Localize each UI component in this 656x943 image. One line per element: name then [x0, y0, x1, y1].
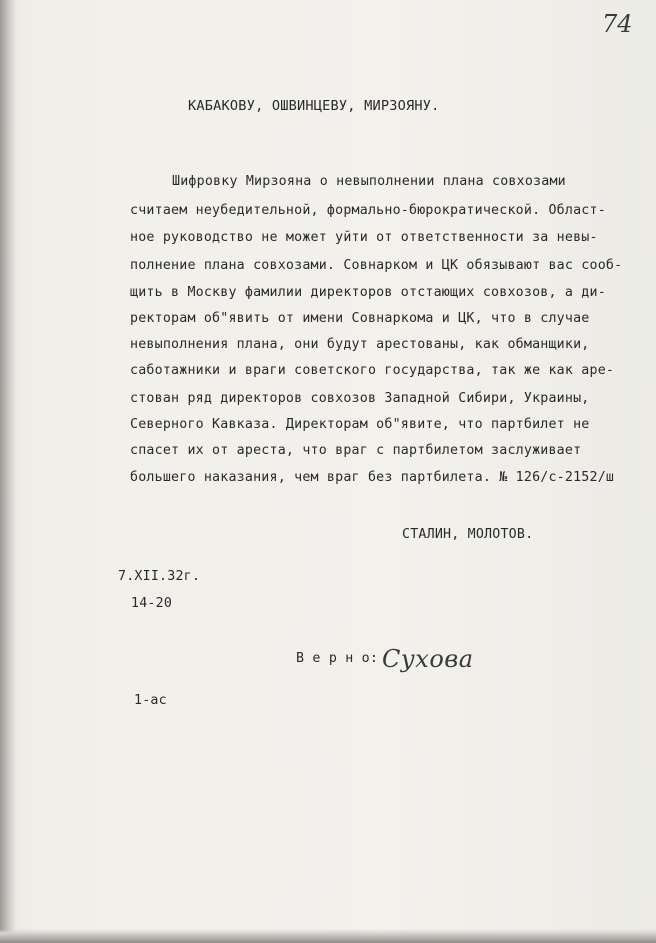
body-line: щить в Москву фамилии директоров отстающих совхозов, а ди- — [130, 285, 606, 300]
addressees-heading: КАБАКОВУ, ОШВИНЦЕВУ, МИРЗОЯНУ. — [188, 98, 440, 114]
body-line: ректорам об"явить от имени Совнаркома и ЦК, что в случае — [130, 311, 590, 326]
verified-label: В е р н о: — [296, 651, 379, 666]
body-line: считаем неубедительной, формально-бюрократической. Област- — [130, 203, 606, 218]
page-number: 74 — [602, 10, 633, 38]
body-line: Северного Кавказа. Директорам об"явите, что партбилет не — [130, 417, 590, 432]
copy-mark: 1-ас — [134, 693, 167, 708]
body-line: спасет их от ареста, что враг с партбилетом заслуживает — [130, 443, 582, 458]
signatories: СТАЛИН, МОЛОТОВ. — [402, 527, 534, 542]
body-line: полнение плана совхозами. Совнарком и ЦК обязывают вас сооб- — [130, 258, 623, 273]
body-line: Шифровку Мирзояна о невыполнении плана совхозами — [172, 174, 566, 189]
body-line: невыполнения плана, они будут арестованы, как обманщики, — [130, 337, 590, 352]
body-line: большего наказания, чем враг без партбилета. № 126/с-2152/ш — [130, 470, 615, 485]
date: 7.XII.32г. — [118, 569, 201, 584]
page-left-shadow — [0, 0, 16, 943]
page-bottom-shadow — [0, 929, 656, 943]
verified-signature: Сухова — [382, 645, 474, 673]
body-line: стован ряд директоров совхозов Западной Сибири, Украины, — [130, 391, 590, 406]
time: 14-20 — [131, 596, 173, 611]
body-line: саботажники и враги советского государства, так же как аре- — [130, 363, 615, 378]
body-line: ное руководство не может уйти от ответственности за невы- — [130, 230, 598, 245]
